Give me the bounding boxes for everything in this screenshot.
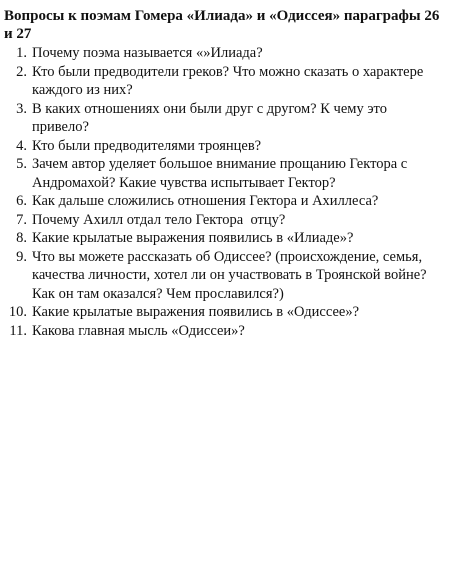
list-item — [4, 303, 443, 322]
question-number: 3. — [16, 100, 27, 117]
list-item — [4, 229, 443, 248]
question-list — [4, 44, 443, 340]
question-number: 5. — [16, 156, 27, 172]
question-text: Какие крылатые выражения появились в «Илиаде»? — [32, 230, 354, 246]
question-number: 10. — [8, 304, 27, 320]
list-item — [4, 322, 443, 341]
question-number: 6. — [16, 193, 27, 209]
question-text: Почему Ахилл отдал тело Гектора отцу? — [32, 211, 286, 228]
question-text: Как дальше сложились отношения Гектора и Ахиллеса? — [32, 193, 379, 209]
question-text: Почему поэма называется «»Илиада? — [32, 45, 263, 61]
question-number: 7. — [16, 211, 27, 228]
list-item — [4, 63, 443, 100]
question-text: Какие крылатые выражения появились в «Одиссее»? — [32, 304, 360, 320]
question-text: Кто были предводителями троянцев? — [32, 137, 262, 154]
question-text: Зачем автор уделяет большое внимание прощанию Гектора с Андромахой? Какие чувства испытывает Гектор? — [32, 156, 411, 191]
list-item — [4, 137, 443, 156]
question-number: 4. — [16, 137, 27, 154]
document-title: Вопросы к поэмам Гомера «Илиада» и «Одиссея» параграфы 26 и 27 — [4, 8, 440, 42]
question-text: Что вы можете рассказать об Одиссее? (происхождение, семья, качества личности, хотел ли он участвовать в Троянской войне? Как он там оказался? Чем прославился?) — [32, 248, 431, 302]
question-number: 2. — [16, 63, 27, 80]
list-item — [4, 100, 443, 137]
question-text: Кто были предводители греков? Что можно сказать о характере каждого из них? — [32, 63, 427, 98]
question-text: В каких отношениях они были друг с другом? К чему это привело? — [32, 100, 391, 135]
question-text: Какова главная мысль «Одиссеи»? — [32, 322, 245, 339]
list-item — [4, 248, 443, 304]
question-number: 1. — [16, 45, 27, 61]
list-item — [4, 155, 443, 192]
list-item — [4, 211, 443, 230]
question-number: 9. — [16, 248, 27, 265]
list-item — [4, 44, 443, 63]
list-item — [4, 192, 443, 211]
question-number: 11. — [9, 322, 27, 339]
question-number: 8. — [16, 230, 27, 246]
